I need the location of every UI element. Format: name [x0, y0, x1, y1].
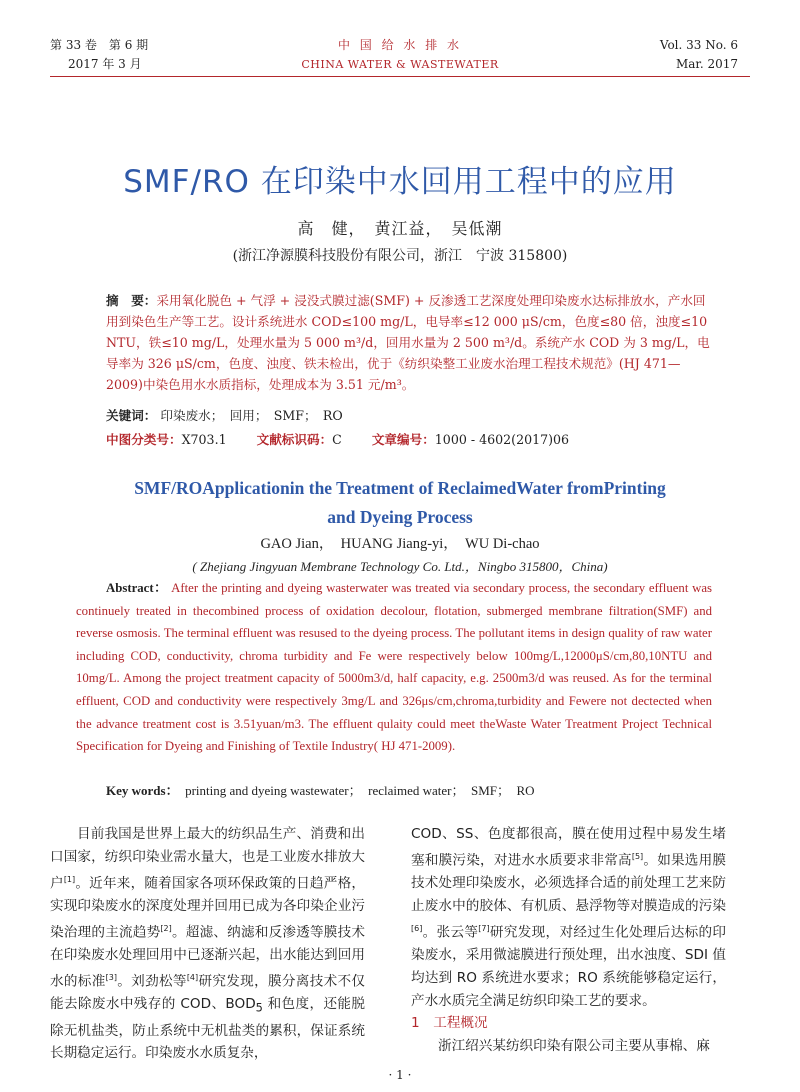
- keywords-cn-text: 印染废水； 回用； SMF； RO: [160, 408, 343, 423]
- body-text: 。刘劲松等: [116, 973, 187, 990]
- keywords-en: [106, 780, 535, 799]
- paper-title-en-line2: and Dyeing Process: [327, 507, 473, 527]
- keywords-cn: [106, 405, 343, 424]
- abstract-en-label: Abstract：: [106, 581, 168, 595]
- citation: [2]: [160, 923, 172, 933]
- keywords-en-text: printing and dyeing wastewater； reclaimed water； SMF； RO: [185, 783, 535, 798]
- authors-cn: 高 健， 黄江益， 吴低潮: [297, 219, 503, 238]
- body-text: 和色度，还能脱除无机盐类，防止系统中无机盐类的累积，保证系统长期稳定运行。印染废水水质复杂，: [50, 996, 365, 1062]
- journal-name-en: CHINA WATER & WASTEWATER: [301, 58, 499, 71]
- body-text: COD、SS、色度都很高，膜在使用过程中易发生堵塞和膜污染，对进水水质要求非常高: [411, 826, 726, 869]
- abstract-en: [76, 577, 712, 758]
- body-column-right: [411, 823, 726, 1058]
- body-text: 研究发现，膜分离技术不仅能去除废水中残存的 COD、BOD: [50, 973, 366, 1013]
- citation: [3]: [105, 972, 117, 982]
- citation: [4]: [186, 972, 199, 982]
- journal-name-cn: 中 国 给 水 排 水: [337, 38, 463, 52]
- citation: [7]: [478, 923, 490, 933]
- volume-en: Vol. 33 No. 6: [659, 38, 738, 52]
- volume-cn: 第 33 卷 第 6 期: [50, 38, 149, 52]
- article-no-label: 文章编号：: [371, 432, 435, 447]
- date-cn: 2017 年 3 月: [68, 57, 142, 71]
- clc-value: X703.1: [181, 432, 227, 447]
- classification-line: [106, 429, 726, 448]
- journal-issue-cn: [50, 36, 148, 74]
- keywords-cn-label: 关键词：: [106, 408, 157, 423]
- affiliation-cn: (浙江净源膜科技股份有限公司，浙江 宁波 315800): [232, 248, 568, 264]
- paper-title-cn: SMF/RO 在印染中水回用工程中的应用: [123, 164, 677, 200]
- doc-code-value: C: [332, 432, 342, 447]
- citation: [5]: [631, 851, 644, 861]
- body-paragraph: 浙江绍兴某纺织印染有限公司主要从事棉、麻: [438, 1038, 710, 1055]
- doc-code-label: 文献标识码：: [256, 432, 333, 447]
- body-text: 研究发现，对经过生化处理后达标的印染废水，采用微滤膜进行预处理，出水浊度、SDI 值均达到 RO 系统进水要求；RO 系统能够稳定运行，产水水质完全满足纺织印染工艺的要求。: [411, 924, 727, 1009]
- body-text: 。近年来，随着国家各项环保政策的日趋严格，实现印染废水的深度处理并回用已成为各印染企业污染治理的主流趋势: [50, 875, 366, 941]
- keywords-en-label: Key words：: [106, 783, 179, 798]
- clc-label: 中图分类号：: [106, 432, 182, 447]
- body-text: 。张云等: [422, 924, 479, 941]
- authors-en: GAO Jian， HUANG Jiang-yi， WU Di-chao: [260, 536, 540, 552]
- date-en: Mar. 2017: [675, 57, 738, 71]
- abstract-en-text: After the printing and dyeing wasterwater was treated via secondary process, the secondary effluent was continuely treated in thecombined process of oxidation decolour, flotation, submerged membrane filtration(SMF) and reverse osmosis. The terminal effluent was resused to the dyeing process. The pollutant items in design quality of raw water including COD, conductivity, chroma turbidity and Fe were respectively below 100mg/L,12000μS/cm,80,10NTU and 10mg/L. Among the project treatment capacity of 5000m3/d, half capacity, e.g. 2500m3/d was reused. As for the terminal effluent, COD and conductivity were respectively 3mg/L and 326μs/cm,chroma,turbidity and Fewere not dectected when the advance treatment cost is 3.51yuan/m3. The effluent qulaity could meet theWaste Water Treatment Project Technical Specification for Dyeing and Finishing of Textile Industry( HJ 471-2009).: [76, 581, 712, 754]
- body-text: 目前我国是世界上最大的纺织品生产、消费和出口国家，纺织印染业需水量大，也是工业废水排放大户: [50, 826, 365, 892]
- citation: [1]: [63, 874, 76, 884]
- paper-title-en: [0, 474, 800, 532]
- body-text: 。如果选用膜技术处理印染废水，必须选择合适的前处理工艺来防止废水中的胶体、有机质、悬浮物等对膜造成的污染: [411, 852, 727, 914]
- abstract-cn: [106, 290, 712, 395]
- citation: [6]: [411, 923, 423, 933]
- journal-issue-en: [660, 36, 738, 74]
- abstract-cn-text: 采用氧化脱色 + 气浮 + 浸没式膜过滤(SMF) + 反渗透工艺深度处理印染废水达标排放水，产水回用到染色生产等工艺。设计系统进水 COD≤100 mg/L，电导率≤12 000 μS/cm，色度≤80 倍，浊度≤10 NTU，铁≤10 mg/L，处理水量为 5 000 m³/d，回用水量为 2 500 m³/d。系统产水 COD 为 3 mg/L，电导率为 326 μS/cm，色度、浊度、铁未检出，优于《纺织染整工业废水治理工程技术规范》(HJ 471—2009)中染色用水水质指标，处理成本为 3.51 元/m³。: [106, 293, 710, 392]
- page-number: · 1 ·: [388, 1068, 412, 1082]
- body-text: 。超滤、纳滤和反渗透等膜技术在印染废水处理回用中已逐渐兴起，出水能达到回用水的标准: [50, 924, 366, 990]
- paper-title-en-line1: SMF/ROApplicationin the Treatment of ReclaimedWater fromPrinting: [134, 478, 666, 498]
- subscript: 5: [255, 1000, 263, 1015]
- section-heading: 1 工程概况: [411, 1015, 488, 1032]
- affiliation-en: ( Zhejiang Jingyuan Membrane Technology Co. Ltd.，Ningbo 315800，China): [192, 559, 608, 574]
- journal-name: [230, 36, 570, 74]
- abstract-cn-label: 摘 要：: [106, 293, 157, 308]
- article-no-value: 1000 - 4602(2017)06: [434, 432, 570, 447]
- body-column-left: [50, 823, 365, 1065]
- header-rule: [50, 76, 750, 77]
